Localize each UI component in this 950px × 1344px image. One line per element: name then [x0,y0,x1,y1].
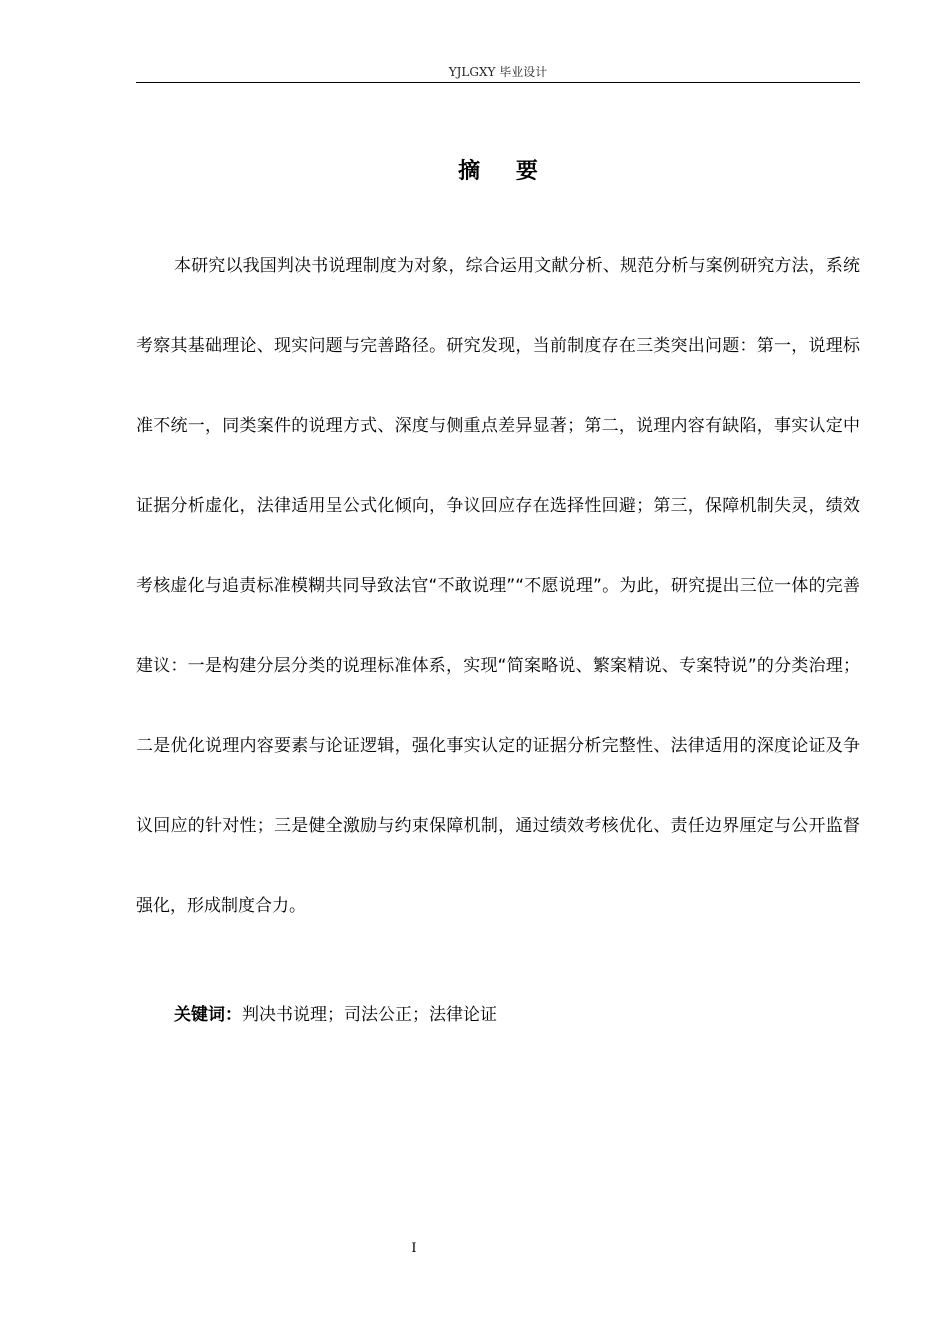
abstract-body: 本研究以我国判决书说理制度为对象，综合运用文献分析、规范分析与案例研究方法，系统考察其基础理论、现实问题与完善路径。研究发现，当前制度存在三类突出问题：第一，说理标准不统一，同类案件的说理方式、深度与侧重点差异显著；第二，说理内容有缺陷，事实认定中证据分析虚化，法律适用呈公式化倾向，争议回应存在选择性回避；第三，保障机制失灵，绩效考核虚化与追责标准模糊共同导致法官“不敢说理”“不愿说理”。为此，研究提出三位一体的完善建议：一是构建分层分类的说理标准体系，实现“简案略说、繁案精说、专案特说”的分类治理；二是优化说理内容要素与论证逻辑，强化事实认定的证据分析完整性、法律适用的深度论证及争议回应的针对性；三是健全激励与约束保障机制，通过绩效考核优化、责任边界厘定与公开监督强化，形成制度合力。 [136,256,860,916]
abstract-title: 摘 要 [458,159,552,184]
header-rule [136,82,860,83]
keywords-label: 关键词： [174,1005,242,1025]
running-header: YJLGXY 毕业设计 [448,65,548,79]
keywords-line [174,1000,860,1030]
keywords-value: 判决书说理；司法公正；法律论证 [242,1005,497,1025]
page-number: I [411,1241,417,1256]
